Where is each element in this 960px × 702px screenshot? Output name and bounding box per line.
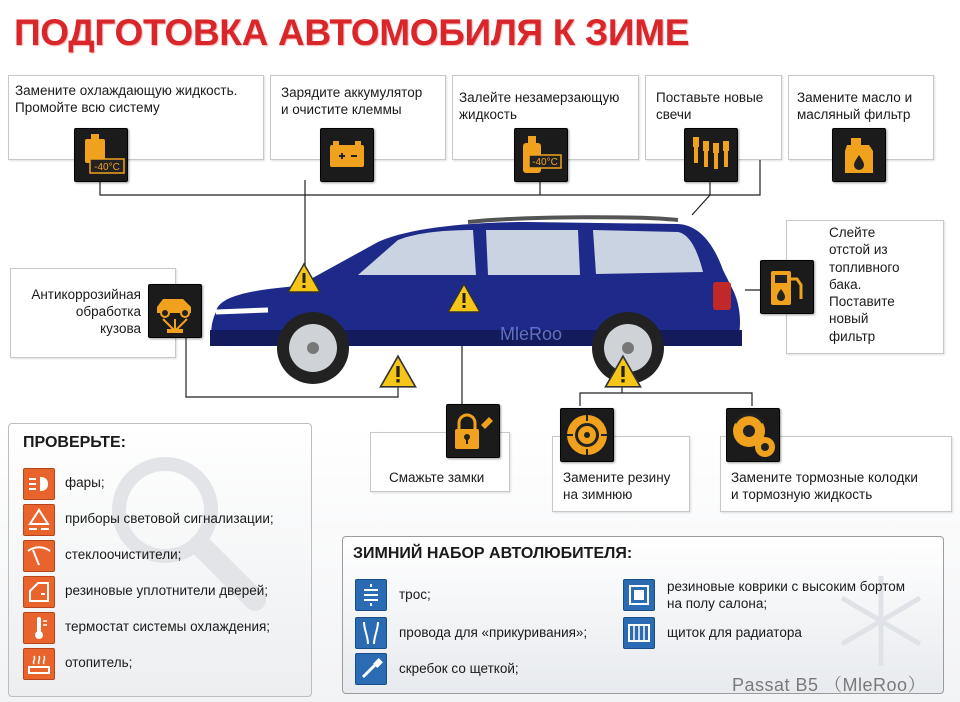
footer-caption: Passat B5 （MleRoo） [732,675,927,695]
coolant-badge: -40°C [94,162,120,173]
washer-fluid-icon [514,128,568,182]
check-title: ПРОВЕРЬТЕ: [23,434,126,451]
thermometer-icon [23,612,55,644]
padlock-oiler-icon [446,404,500,458]
tow-rope-icon [355,579,387,611]
wiper-icon [23,540,55,572]
tire-icon [560,408,614,462]
front-wheel [277,312,349,384]
card-washer-fluid-text: Залейте незамерзающую жидкость [459,90,620,122]
washer-badge: -40°C [532,157,558,168]
floor-mat-icon [623,579,655,611]
battery-icon [320,128,374,182]
radiator-shield-icon [623,617,655,649]
kit-title: ЗИМНИЙ НАБОР АВТОЛЮБИТЕЛЯ: [353,545,633,562]
card-spark-plugs-text: Поставьте новые свечи [656,90,764,122]
winter-kit-panel: ЗИМНИЙ НАБОР АВТОЛЮБИТЕЛЯ: трос; провода для «прикуривания»; скребок со щеткой; резиновые коврики с высоким бортом на полу салона; щиток для радиатора [342,536,944,694]
warning-icon [378,354,418,389]
hazard-turn-signal-icon [23,504,55,536]
fuel-pump-icon [760,260,814,314]
door-icon [23,576,55,608]
oil-canister-icon [832,128,886,182]
watermark: MleRoo [500,324,563,344]
ice-scraper-icon [355,653,387,685]
page-title: ПОДГОТОВКА АВТОМОБИЛЯ К ЗИМЕ [14,12,690,53]
car-underbody-spray-icon [148,284,202,338]
warning-icon [446,282,482,314]
spark-plugs-icon [684,128,738,182]
card-anticorrosion-text: Антикоррозийная обработка кузова [31,287,141,336]
card-coolant-text: Замените охлаждающую жидкость. Промойте всю систему [15,83,238,115]
jumper-cables-icon [355,617,387,649]
card-coolant [8,75,264,160]
brake-disc-icon [726,408,780,462]
warning-icon [603,354,643,389]
card-battery-text: Зарядите аккумулятор и очистите клеммы [281,85,423,117]
card-brakes-text: Замените тормозные колодки и тормозную жидкость [731,470,918,502]
warning-icon [286,262,322,294]
coolant-canister-icon [74,128,128,182]
card-fuel-text: Слейте отстой из топливного бака. Поставите новый фильтр [829,225,900,344]
check-panel: ПРОВЕРЬТЕ: фары; приборы световой сигнализации; стеклоочистители; резиновые уплотнители дверей; термостат системы охлаждения; отопитель; [8,423,312,697]
headlight-icon [23,468,55,500]
card-oil-text: Замените масло и масляный фильтр [797,90,913,122]
heater-icon [23,648,55,680]
card-tires-text: Замените резину на зимнюю [563,470,671,502]
card-locks-text: Смажьте замки [389,470,485,485]
